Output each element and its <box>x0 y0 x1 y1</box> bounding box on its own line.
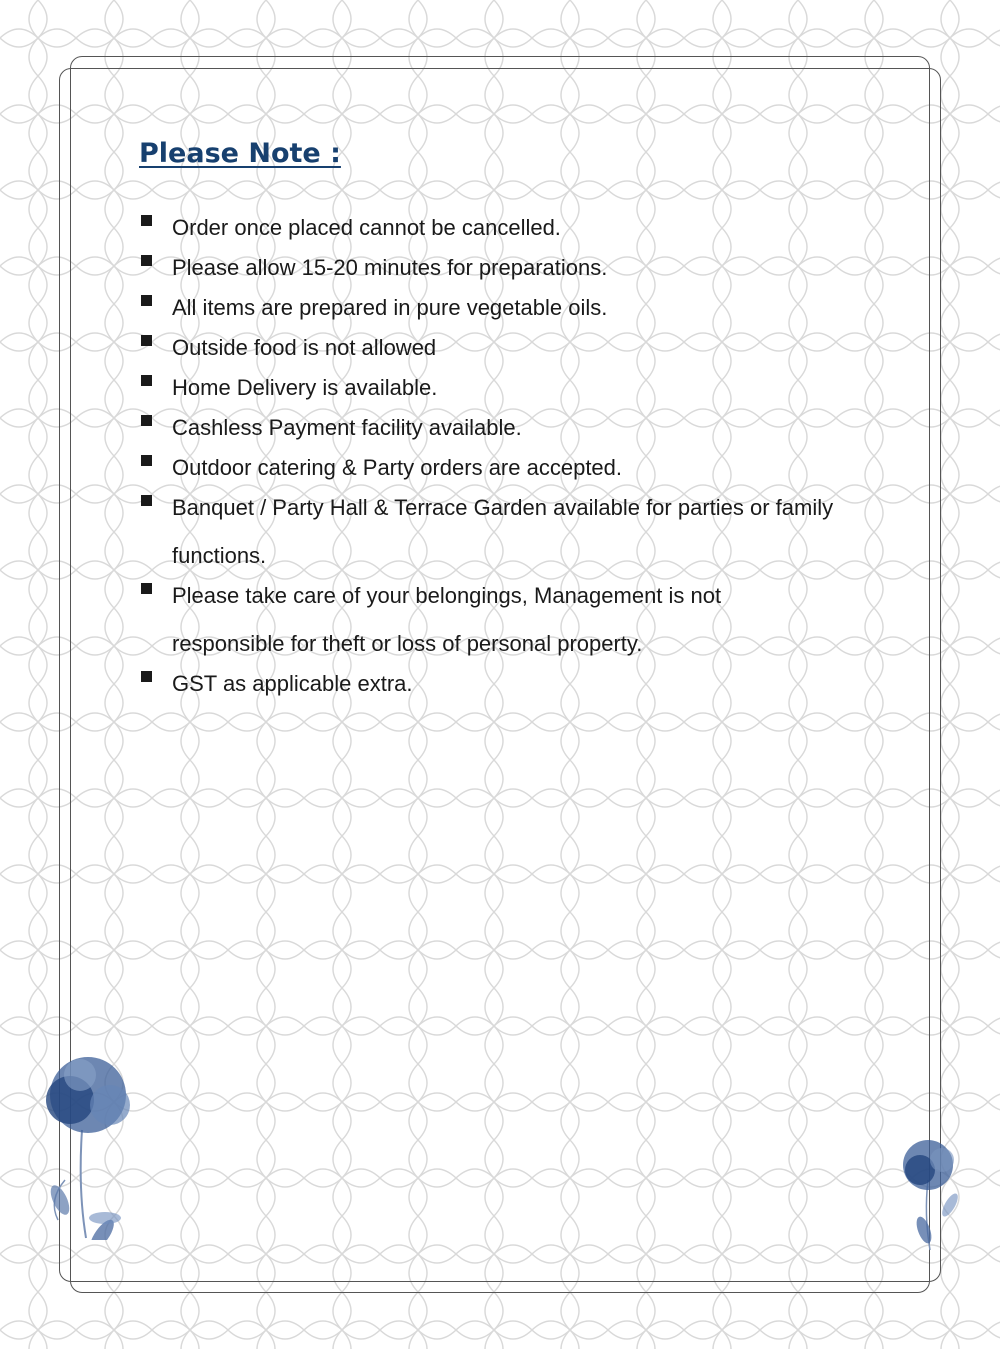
page-title: Please Note : <box>139 138 341 169</box>
bullet-icon <box>141 455 152 466</box>
list-item: Cashless Payment facility available. <box>139 404 839 452</box>
list-item: Please take care of your belongings, Management is not responsible for theft or loss of personal property. <box>139 572 839 668</box>
list-item: Banquet / Party Hall & Terrace Garden available for parties or family functions. <box>139 484 839 580</box>
list-item: Home Delivery is available. <box>139 364 839 412</box>
list-item: Order once placed cannot be cancelled. <box>139 204 839 252</box>
bullet-icon <box>141 215 152 226</box>
bullet-icon <box>141 583 152 594</box>
notes-list <box>139 212 839 708</box>
bullet-icon <box>141 375 152 386</box>
bullet-icon <box>141 255 152 266</box>
list-item: GST as applicable extra. <box>139 660 839 708</box>
bullet-icon <box>141 495 152 506</box>
bullet-icon <box>141 295 152 306</box>
flower-decoration-left <box>20 1050 140 1240</box>
flower-decoration-right <box>890 1135 970 1255</box>
bullet-icon <box>141 671 152 682</box>
list-item: Outdoor catering & Party orders are accepted. <box>139 444 839 492</box>
list-item: Outside food is not allowed <box>139 324 839 372</box>
list-item: All items are prepared in pure vegetable oils. <box>139 284 839 332</box>
bullet-icon <box>141 335 152 346</box>
list-item: Please allow 15-20 minutes for preparations. <box>139 244 839 292</box>
bullet-icon <box>141 415 152 426</box>
